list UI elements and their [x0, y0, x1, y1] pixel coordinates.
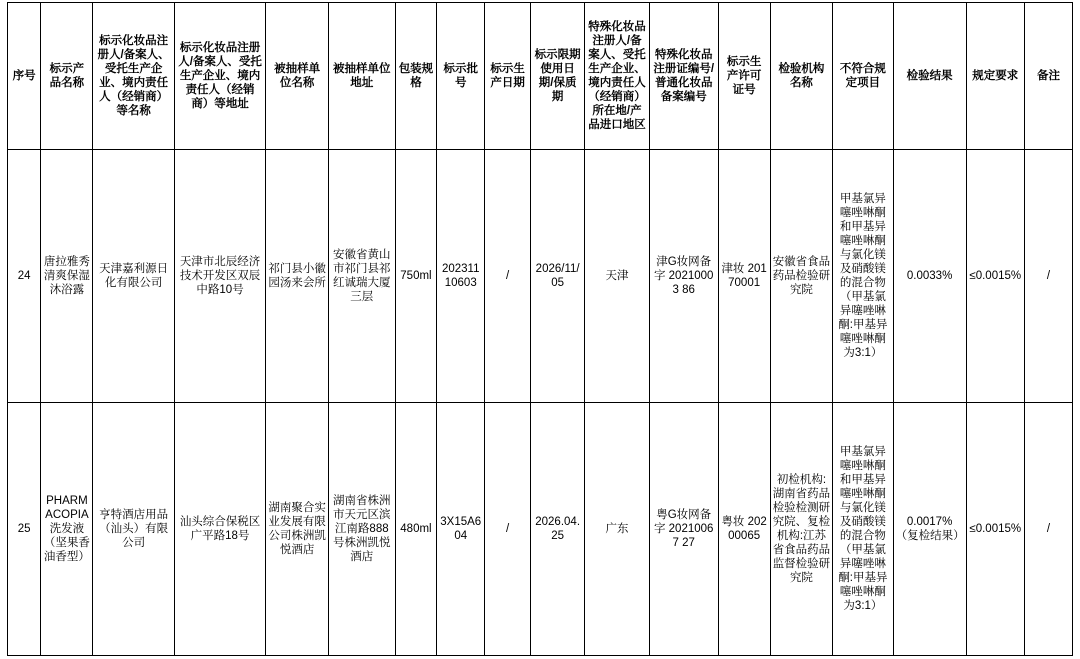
- header-remark: 备注: [1024, 3, 1072, 150]
- cell-expiry-date: 2026.04.25: [531, 403, 585, 656]
- header-license-no: 标示生产许可证号: [718, 3, 770, 150]
- header-test-result: 检验结果: [893, 3, 966, 150]
- header-region: 特殊化妆品注册人/备案人、受托生产企业、境内责任人（经销商）所在地/产品进口地区: [585, 3, 650, 150]
- cell-registrant-name: 亨特酒店用品（汕头）有限公司: [93, 403, 174, 656]
- cell-requirement: ≤0.0015%: [966, 403, 1024, 656]
- cell-remark: /: [1024, 403, 1072, 656]
- header-sampled-unit-address: 被抽样单位地址: [328, 3, 395, 150]
- cell-sampled-unit-name: 祁门县小徽园汤来会所: [266, 150, 329, 403]
- cell-registrant-name: 天津嘉利源日化有限公司: [93, 150, 174, 403]
- cell-spec: 480ml: [395, 403, 437, 656]
- cell-product-name: 唐拉雅秀清爽保湿沐浴露: [41, 150, 93, 403]
- cell-inspection-agency: 安徽省食品药品检验研究院: [770, 150, 833, 403]
- header-noncompliant-item: 不符合规定项目: [833, 3, 893, 150]
- header-inspection-agency: 检验机构名称: [770, 3, 833, 150]
- header-registration-no: 特殊化妆品注册证编号/普通化妆品备案编号: [649, 3, 718, 150]
- header-sampled-unit-name: 被抽样单位名称: [266, 3, 329, 150]
- header-registrant-name: 标示化妆品注册人/备案人、受托生产企业、境内责任人（经销商）等名称: [93, 3, 174, 150]
- cell-seq: 25: [8, 403, 41, 656]
- cell-requirement: ≤0.0015%: [966, 150, 1024, 403]
- cell-product-name: PHARMACOPIA 洗发液（坚果香油香型）: [41, 403, 93, 656]
- cell-region: 天津: [585, 150, 650, 403]
- cell-test-result: 0.0017%（复检结果）: [893, 403, 966, 656]
- table-row: [8, 403, 1073, 656]
- cell-spec: 750ml: [395, 150, 437, 403]
- cell-test-result: 0.0033%: [893, 150, 966, 403]
- cell-inspection-agency: 初检机构:湖南省药品检验检测研究院、复检机构:江苏省食品药品监督检验研究院: [770, 403, 833, 656]
- cell-expiry-date: 2026/11/05: [531, 150, 585, 403]
- header-batch-no: 标示批号: [437, 3, 485, 150]
- header-requirement: 规定要求: [966, 3, 1024, 150]
- cell-noncompliant-item: 甲基氯异噻唑啉酮和甲基异噻唑啉酮与氯化镁及硝酸镁的混合物（甲基氯异噻唑啉酮:甲基异噻唑啉酮为3:1）: [833, 150, 893, 403]
- cell-registrant-address: 汕头综合保税区广平路18号: [174, 403, 266, 656]
- table-row: [8, 150, 1073, 403]
- cell-region: 广东: [585, 403, 650, 656]
- cell-batch-no: 3X15A604: [437, 403, 485, 656]
- cell-batch-no: 202311 10603: [437, 150, 485, 403]
- cell-sampled-unit-address: 安徽省黄山市祁门县祁红诚瑞大厦三层: [328, 150, 395, 403]
- header-spec: 包装规格: [395, 3, 437, 150]
- cell-sampled-unit-name: 湖南聚合实业发展有限公司株洲凯悦酒店: [266, 403, 329, 656]
- cell-remark: /: [1024, 150, 1072, 403]
- cell-production-date: /: [485, 150, 531, 403]
- header-production-date: 标示生产日期: [485, 3, 531, 150]
- header-registrant-address: 标示化妆品注册人/备案人、受托生产企业、境内责任人（经销商）等地址: [174, 3, 266, 150]
- cell-sampled-unit-address: 湖南省株洲市天元区滨江南路888号株洲凯悦酒店: [328, 403, 395, 656]
- cell-license-no: 粤妆 20200065: [718, 403, 770, 656]
- cell-registration-no: 津G妆网备字 20210003 86: [649, 150, 718, 403]
- table-header-row: [8, 3, 1073, 150]
- cell-production-date: /: [485, 403, 531, 656]
- cell-noncompliant-item: 甲基氯异噻唑啉酮和甲基异噻唑啉酮与氯化镁及硝酸镁的混合物（甲基氯异噻唑啉酮:甲基异噻唑啉酮为3:1）: [833, 403, 893, 656]
- cosmetics-inspection-table: [7, 2, 1073, 656]
- cell-license-no: 津妆 20170001: [718, 150, 770, 403]
- cell-registrant-address: 天津市北辰经济技术开发区双辰中路10号: [174, 150, 266, 403]
- cell-seq: 24: [8, 150, 41, 403]
- cell-registration-no: 粤G妆网备字 20210067 27: [649, 403, 718, 656]
- header-expiry-date: 标示限期使用日期/保质期: [531, 3, 585, 150]
- header-seq: 序号: [8, 3, 41, 150]
- header-product-name: 标示产品名称: [41, 3, 93, 150]
